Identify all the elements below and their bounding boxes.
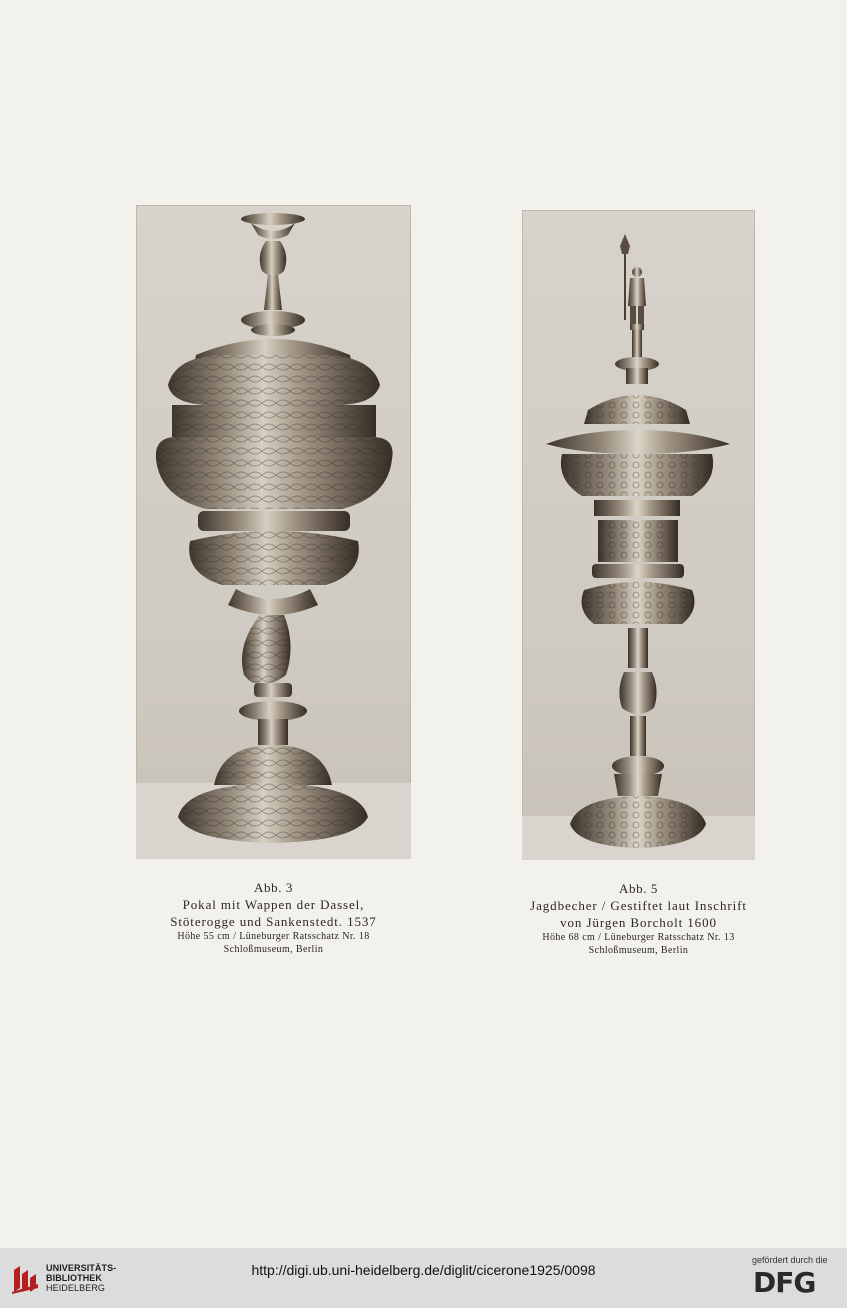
beaker-photo-right bbox=[522, 210, 755, 860]
caption-location: Schloßmuseum, Berlin bbox=[223, 944, 324, 955]
ub-line-2: BIBLIOTHEK bbox=[46, 1273, 102, 1283]
caption-details: Höhe 68 cm / Lüneburger Ratsschatz Nr. 13 bbox=[542, 932, 735, 943]
dfg-logo[interactable]: DFG bbox=[753, 1266, 816, 1299]
caption-title-line-2: von Jürgen Borcholt 1600 bbox=[560, 915, 717, 930]
figure-number: Abb. 5 bbox=[619, 881, 658, 896]
caption-details: Höhe 55 cm / Lüneburger Ratsschatz Nr. 18 bbox=[177, 931, 370, 942]
figure-plate-left bbox=[136, 205, 411, 859]
footer-bar bbox=[0, 1248, 847, 1308]
caption-title-line-1: Pokal mit Wappen der Dassel, bbox=[182, 897, 365, 912]
caption-location: Schloßmuseum, Berlin bbox=[588, 945, 689, 956]
ub-line-1: UNIVERSITÄTS- bbox=[46, 1263, 117, 1273]
caption-left bbox=[136, 879, 411, 956]
figure-plate-right bbox=[522, 210, 755, 860]
figure-number: Abb. 3 bbox=[254, 880, 293, 895]
funding-label: gefördert durch die bbox=[752, 1255, 828, 1265]
ub-line-3: HEIDELBERG bbox=[46, 1283, 106, 1293]
caption-right bbox=[500, 880, 777, 957]
goblet-photo-left bbox=[136, 205, 411, 859]
caption-title-line-2: Stöterogge und Sankenstedt. 1537 bbox=[170, 914, 377, 929]
caption-title-line-1: Jagdbecher / Gestiftet laut Inschrift bbox=[530, 898, 747, 913]
permalink-url[interactable]: http://digi.ub.uni-heidelberg.de/diglit/cicerone1925/0098 bbox=[251, 1262, 596, 1278]
